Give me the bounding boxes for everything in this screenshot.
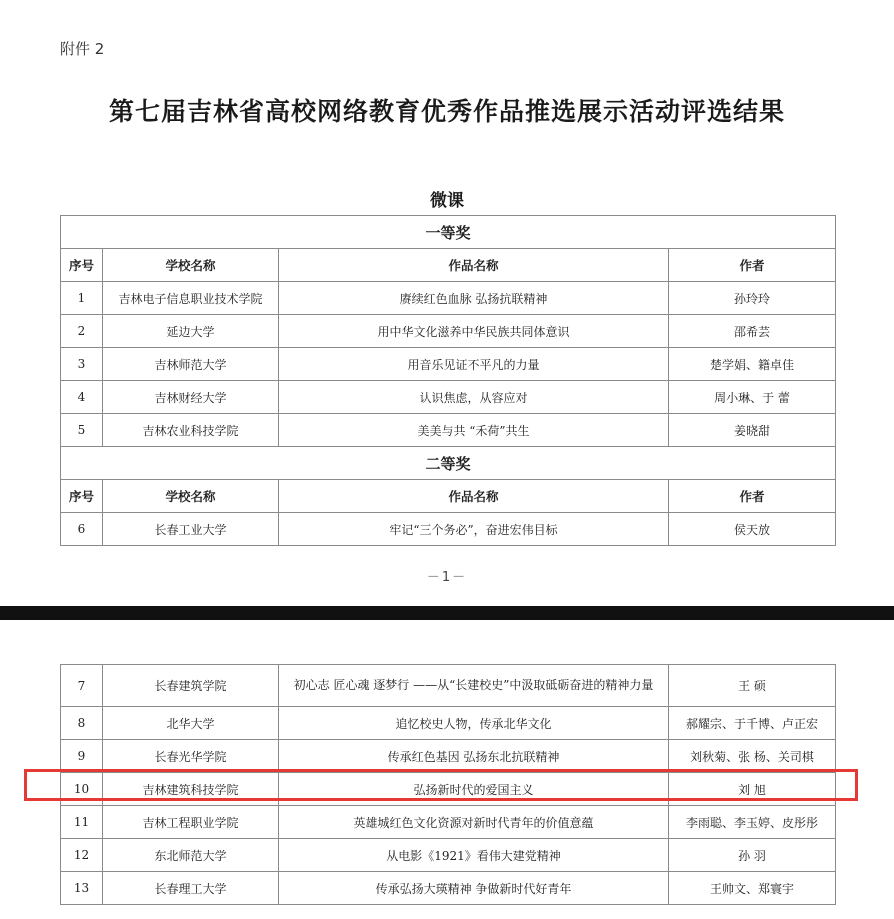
attachment-label: 附件 2 bbox=[60, 40, 105, 58]
cell-school: 吉林师范大学 bbox=[103, 348, 279, 381]
col-header-school: 学校名称 bbox=[103, 480, 279, 513]
cell-no: 6 bbox=[61, 513, 103, 546]
cell-author: 周小琳、于 蕾 bbox=[669, 381, 836, 414]
col-header-author: 作者 bbox=[669, 249, 836, 282]
cell-school: 长春光华学院 bbox=[103, 740, 279, 773]
cell-school: 长春工业大学 bbox=[103, 513, 279, 546]
cell-work: 英雄城红色文化资源对新时代青年的价值意蕴 bbox=[279, 806, 669, 839]
cell-author: 刘 旭 bbox=[669, 773, 836, 806]
cell-no: 8 bbox=[61, 707, 103, 740]
cell-school: 吉林电子信息职业技术学院 bbox=[103, 282, 279, 315]
table-row bbox=[61, 381, 836, 414]
table-row bbox=[61, 665, 836, 707]
cell-school: 吉林工程职业学院 bbox=[103, 806, 279, 839]
cell-work: 初心志 匠心魂 逐梦行 ——从“长建校史”中汲取砥砺奋进的精神力量 bbox=[279, 665, 669, 707]
table-row bbox=[61, 414, 836, 447]
cell-no: 3 bbox=[61, 348, 103, 381]
page-number: －1－ bbox=[426, 570, 468, 585]
cell-author: 王帅文、郑寰宇 bbox=[669, 872, 836, 905]
highlight-box bbox=[24, 769, 858, 801]
cell-no: 11 bbox=[61, 806, 103, 839]
document-title: 第七届吉林省高校网络教育优秀作品推选展示活动评选结果 bbox=[108, 97, 785, 126]
first-prize-label: 一等奖 bbox=[61, 216, 836, 249]
cell-author: 王 硕 bbox=[669, 665, 836, 707]
table-row bbox=[61, 740, 836, 773]
cell-school: 东北师范大学 bbox=[103, 839, 279, 872]
cell-work: 用音乐见证不平凡的力量 bbox=[279, 348, 669, 381]
cell-school: 吉林建筑科技学院 bbox=[103, 773, 279, 806]
col-header-work: 作品名称 bbox=[279, 480, 669, 513]
cell-work: 赓续红色血脉 弘扬抗联精神 bbox=[279, 282, 669, 315]
cell-author: 孙玲玲 bbox=[669, 282, 836, 315]
cell-no: 10 bbox=[61, 773, 103, 806]
cell-work: 美美与共 “禾荷”共生 bbox=[279, 414, 669, 447]
second-prize-label: 二等奖 bbox=[61, 447, 836, 480]
cell-work: 认识焦虑，从容应对 bbox=[279, 381, 669, 414]
cell-no: 4 bbox=[61, 381, 103, 414]
cell-school: 延边大学 bbox=[103, 315, 279, 348]
cell-no: 7 bbox=[61, 665, 103, 707]
cell-author: 姜晓甜 bbox=[669, 414, 836, 447]
cell-author: 楚学娟、籍卓佳 bbox=[669, 348, 836, 381]
cell-no: 1 bbox=[61, 282, 103, 315]
first-prize-row bbox=[61, 216, 836, 249]
cell-work: 弘扬新时代的爱国主义 bbox=[279, 773, 669, 806]
category-title: 微课 bbox=[430, 191, 464, 211]
cell-author: 刘秋菊、张 杨、关司棋 bbox=[669, 740, 836, 773]
second-prize-row bbox=[61, 447, 836, 480]
table-row bbox=[61, 707, 836, 740]
cell-school: 吉林财经大学 bbox=[103, 381, 279, 414]
cell-work: 追忆校史人物，传承北华文化 bbox=[279, 707, 669, 740]
page-break-divider bbox=[0, 606, 894, 620]
cell-work: 传承红色基因 弘扬东北抗联精神 bbox=[279, 740, 669, 773]
col-header-school: 学校名称 bbox=[103, 249, 279, 282]
cell-author: 郝耀宗、于千博、卢正宏 bbox=[669, 707, 836, 740]
cell-no: 2 bbox=[61, 315, 103, 348]
table-row bbox=[61, 839, 836, 872]
cell-work: 牢记“三个务必”，奋进宏伟目标 bbox=[279, 513, 669, 546]
cell-school: 吉林农业科技学院 bbox=[103, 414, 279, 447]
cell-author: 孙 羽 bbox=[669, 839, 836, 872]
cell-author: 侯天放 bbox=[669, 513, 836, 546]
cell-school: 北华大学 bbox=[103, 707, 279, 740]
cell-author: 李雨聪、李玉婷、皮彤彤 bbox=[669, 806, 836, 839]
cell-author: 邵希芸 bbox=[669, 315, 836, 348]
cell-no: 12 bbox=[61, 839, 103, 872]
col-header-no: 序号 bbox=[61, 249, 103, 282]
awards-table-body bbox=[61, 216, 836, 546]
cell-work: 从电影《1921》看伟大建党精神 bbox=[279, 839, 669, 872]
col-header-author: 作者 bbox=[669, 480, 836, 513]
table-row bbox=[61, 348, 836, 381]
cell-no: 5 bbox=[61, 414, 103, 447]
cell-work: 用中华文化滋养中华民族共同体意识 bbox=[279, 315, 669, 348]
cell-school: 长春理工大学 bbox=[103, 872, 279, 905]
table-row bbox=[61, 315, 836, 348]
awards-table-page-1 bbox=[60, 215, 836, 546]
table-row bbox=[61, 513, 836, 546]
cell-work: 传承弘扬大瑛精神 争做新时代好青年 bbox=[279, 872, 669, 905]
table-header-row bbox=[61, 480, 836, 513]
cell-no: 13 bbox=[61, 872, 103, 905]
table-row bbox=[61, 806, 836, 839]
cell-school: 长春建筑学院 bbox=[103, 665, 279, 707]
col-header-work: 作品名称 bbox=[279, 249, 669, 282]
table-row bbox=[61, 282, 836, 315]
col-header-no: 序号 bbox=[61, 480, 103, 513]
table-header-row bbox=[61, 249, 836, 282]
table-row bbox=[61, 872, 836, 905]
cell-no: 9 bbox=[61, 740, 103, 773]
